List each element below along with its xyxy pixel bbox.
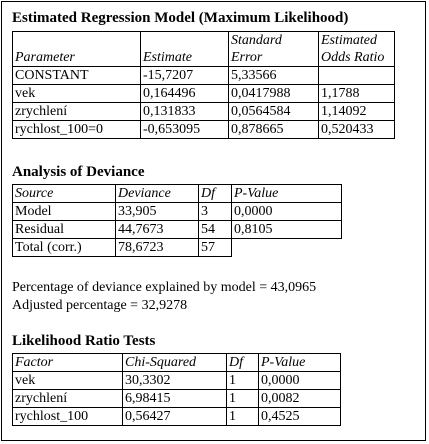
table-cell: Model xyxy=(13,203,116,221)
table-cell: 1,1788 xyxy=(319,85,395,103)
regression-header-top xyxy=(13,32,395,50)
table-cell: 5,33566 xyxy=(229,67,319,85)
deviance-header-cell: Df xyxy=(199,185,232,203)
table-row xyxy=(13,67,395,85)
table-row xyxy=(13,85,395,103)
table-cell: 33,905 xyxy=(116,203,199,221)
table-cell: 3 xyxy=(199,203,232,221)
table-cell: 57 xyxy=(199,239,232,257)
table-row xyxy=(13,239,342,257)
lrt-header-cell: Chi-Squared xyxy=(123,354,227,372)
regression-header-top-cell xyxy=(13,32,141,50)
table-cell: 54 xyxy=(199,221,232,239)
lrt-table xyxy=(12,353,341,426)
table-cell: 6,98415 xyxy=(123,390,227,408)
regression-header-cell: Error xyxy=(229,49,319,67)
table-cell xyxy=(232,239,342,257)
lrt-header-cell: Factor xyxy=(13,354,123,372)
lrt-header-cell: Df xyxy=(227,354,259,372)
table-cell: zrychlení xyxy=(13,390,123,408)
table-cell: zrychlení xyxy=(13,103,141,121)
table-cell: 0,0000 xyxy=(259,372,341,390)
table-cell: 1 xyxy=(227,372,259,390)
lrt-header-cell: P-Value xyxy=(259,354,341,372)
table-cell: 1 xyxy=(227,408,259,426)
table-cell: Total (corr.) xyxy=(13,239,116,257)
deviance-header-cell: Deviance xyxy=(116,185,199,203)
table-cell: 0,878665 xyxy=(229,121,319,139)
table-cell: CONSTANT xyxy=(13,67,141,85)
regression-header xyxy=(13,49,395,67)
table-cell: vek xyxy=(13,85,141,103)
regression-header-top-cell: Estimated xyxy=(319,32,395,50)
table-row xyxy=(13,372,341,390)
deviance-header-cell: Source xyxy=(13,185,116,203)
table-cell: Residual xyxy=(13,221,116,239)
table-cell: 0,520433 xyxy=(319,121,395,139)
table-row xyxy=(13,121,395,139)
table-cell: -0,653095 xyxy=(141,121,229,139)
table-row xyxy=(13,408,341,426)
deviance-header xyxy=(13,185,342,203)
table-cell: 44,7673 xyxy=(116,221,199,239)
table-cell: 30,3302 xyxy=(123,372,227,390)
table-cell: 0,8105 xyxy=(232,221,342,239)
table-cell: 0,0564584 xyxy=(229,103,319,121)
table-row xyxy=(13,203,342,221)
lrt-title: Likelihood Ratio Tests xyxy=(12,333,156,349)
lrt-header xyxy=(13,354,341,372)
table-cell: vek xyxy=(13,372,123,390)
table-cell: 1 xyxy=(227,390,259,408)
table-cell: 0,4525 xyxy=(259,408,341,426)
table-cell: 0,164496 xyxy=(141,85,229,103)
regression-header-cell: Parameter xyxy=(13,49,141,67)
table-cell: rychlost_100 xyxy=(13,408,123,426)
deviance-table xyxy=(12,184,342,257)
regression-table xyxy=(12,31,395,139)
table-cell: 0,131833 xyxy=(141,103,229,121)
deviance-explained-text: Percentage of deviance explained by model = 43,0965 xyxy=(12,280,317,295)
table-cell: 78,6723 xyxy=(116,239,199,257)
regression-header-top-cell xyxy=(141,32,229,50)
table-cell: 0,56427 xyxy=(123,408,227,426)
table-row xyxy=(13,221,342,239)
deviance-header-cell: P-Value xyxy=(232,185,342,203)
regression-header-top-cell: Standard xyxy=(229,32,319,50)
table-cell: 1,14092 xyxy=(319,103,395,121)
adjusted-percentage-text: Adjusted percentage = 32,9278 xyxy=(12,298,188,313)
table-row xyxy=(13,390,341,408)
table-cell xyxy=(319,67,395,85)
regression-title: Estimated Regression Model (Maximum Likelihood) xyxy=(12,10,349,26)
table-cell: -15,7207 xyxy=(141,67,229,85)
regression-header-cell: Estimate xyxy=(141,49,229,67)
deviance-title: Analysis of Deviance xyxy=(12,164,145,180)
table-cell: 0,0082 xyxy=(259,390,341,408)
table-cell: rychlost_100=0 xyxy=(13,121,141,139)
table-row xyxy=(13,103,395,121)
table-cell: 0,0417988 xyxy=(229,85,319,103)
regression-header-cell: Odds Ratio xyxy=(319,49,395,67)
table-cell: 0,0000 xyxy=(232,203,342,221)
